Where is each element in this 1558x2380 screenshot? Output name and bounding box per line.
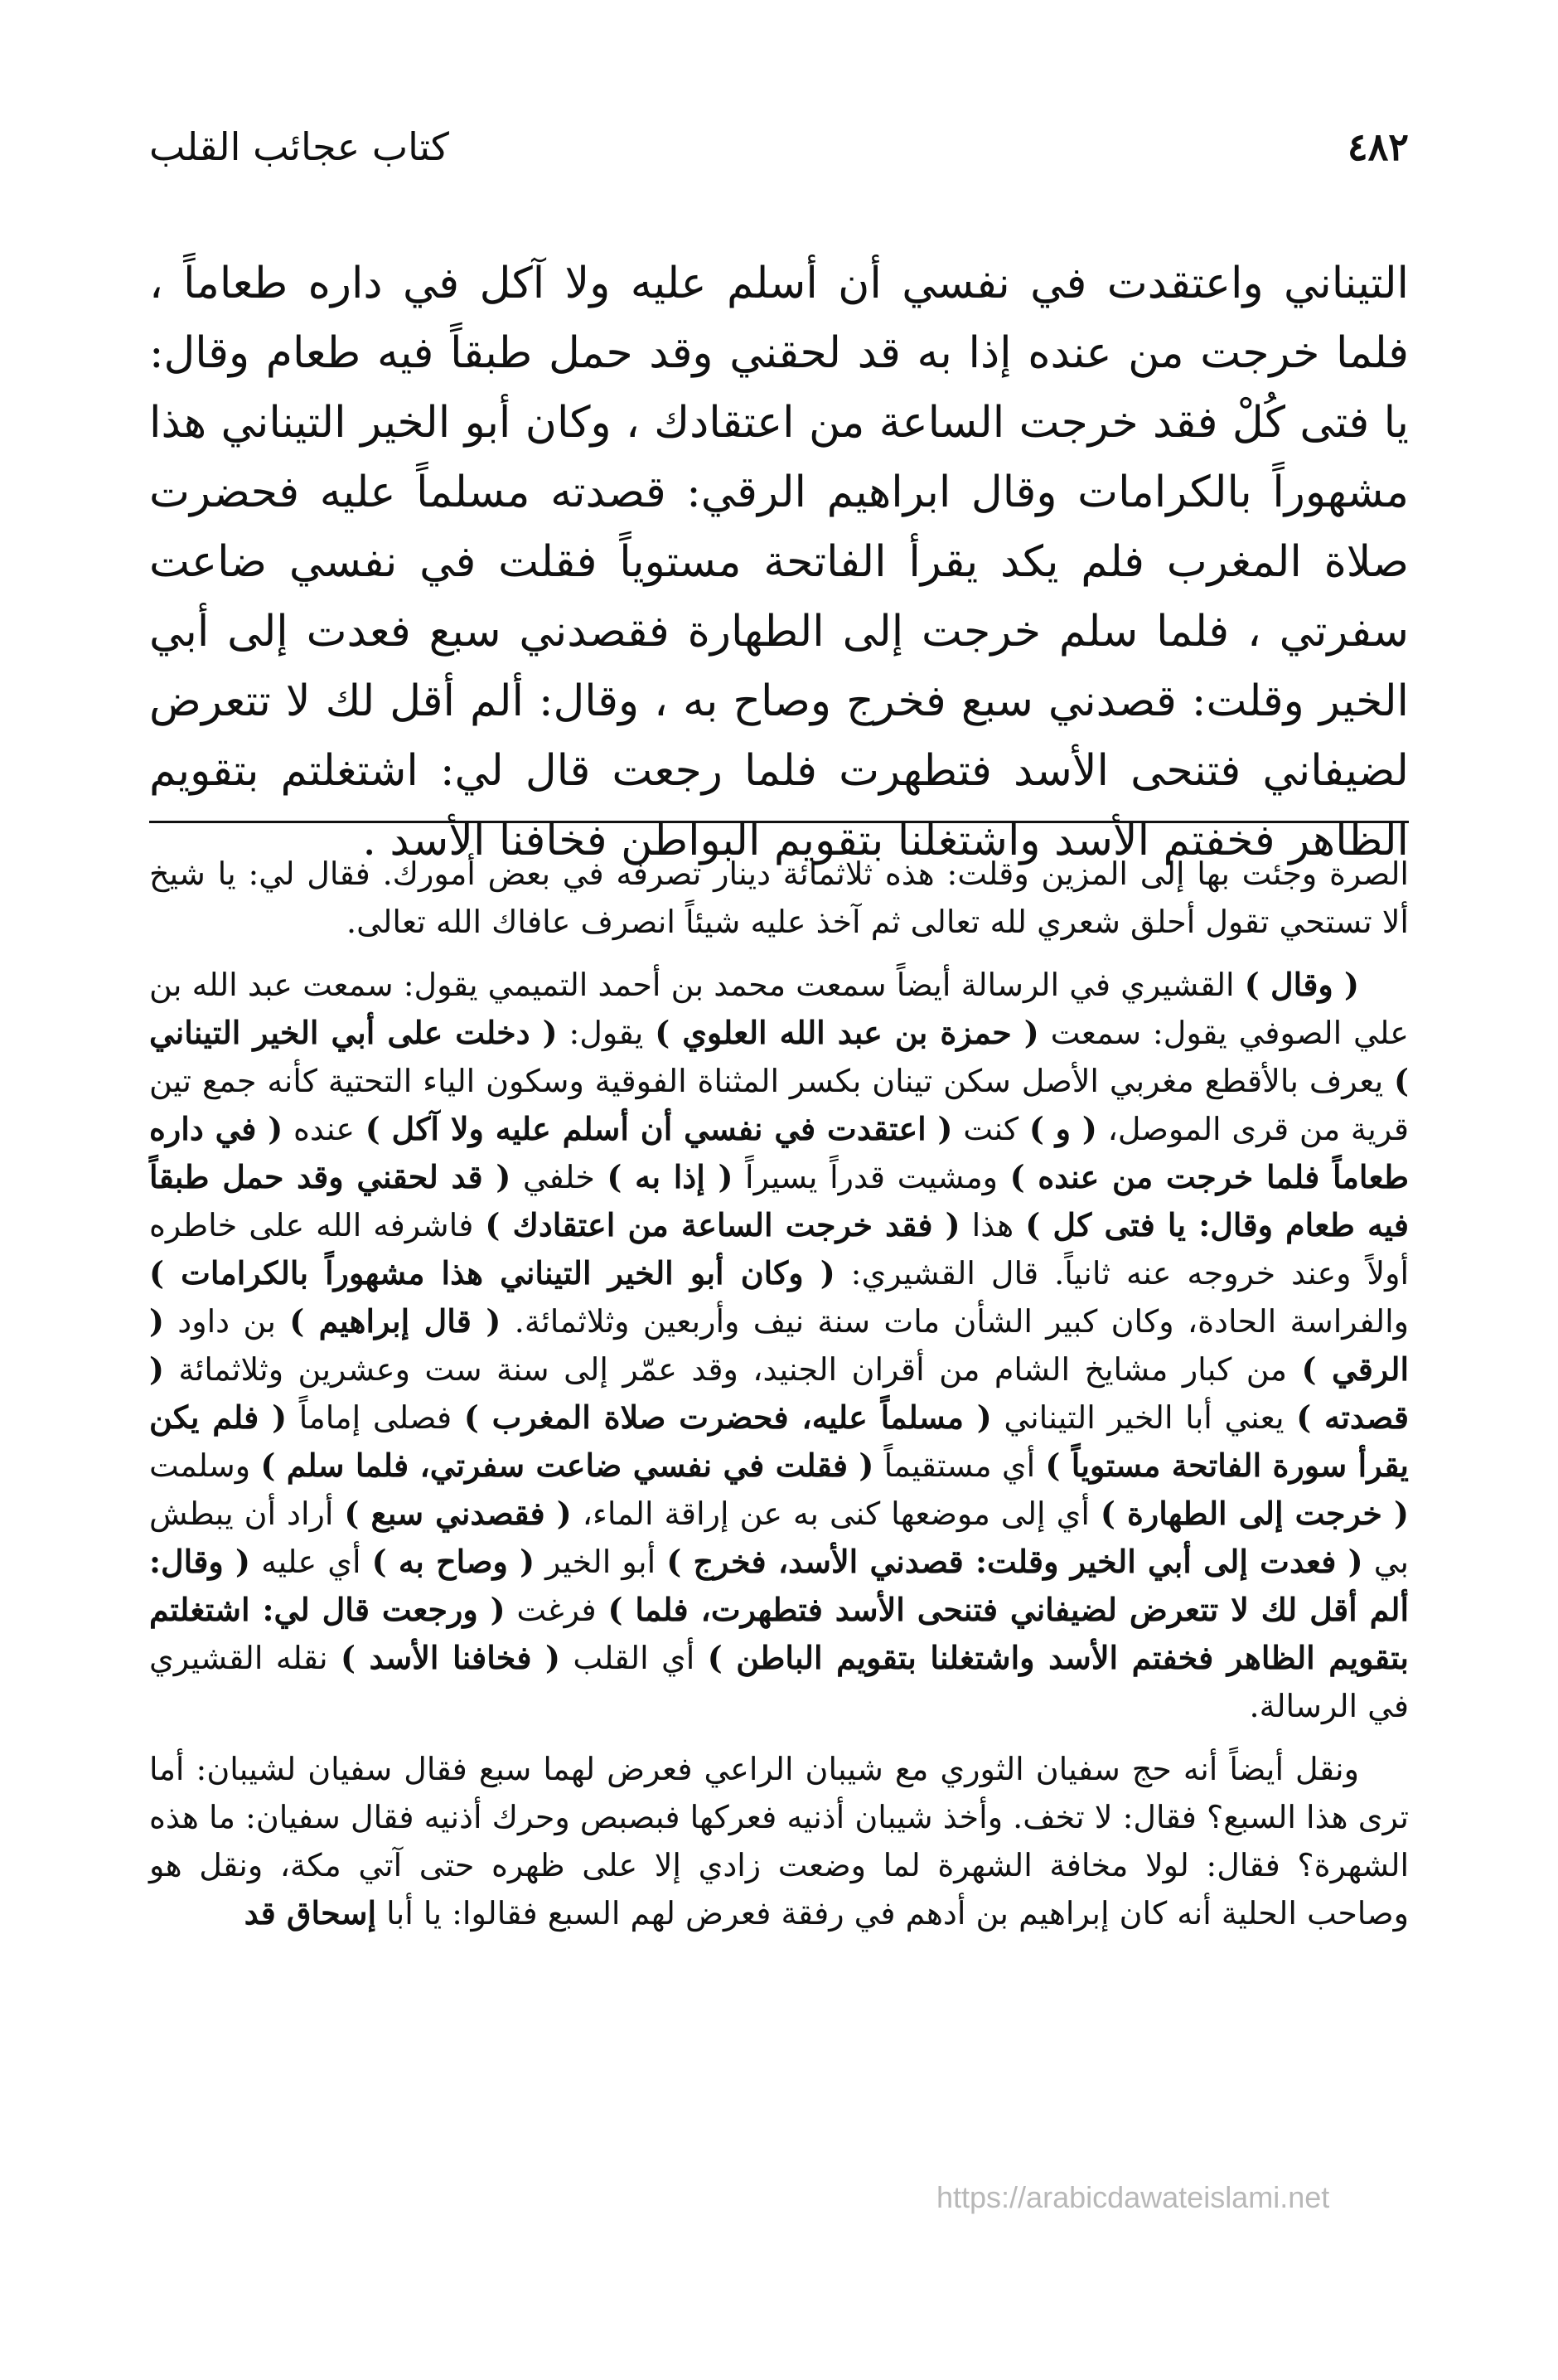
- footnote-divider: [149, 821, 1409, 823]
- commentary-text-segment: ومشيت قدراً يسيراً: [733, 1159, 1010, 1195]
- quoted-text-segment: ( الرقي ): [149, 1302, 1409, 1388]
- commentary-text-segment: نقله القشيري في الرسالة.: [149, 1640, 1409, 1724]
- quoted-text-segment: ( فلم يكن يقرأ سورة الفاتحة مستوياً ): [149, 1398, 1409, 1484]
- main-text: [149, 249, 1409, 875]
- commentary-text-segment: من كبار مشايخ الشام من أقران الجنيد، وقد عمّر إلى سنة ست وعشرين وثلاثمائة: [163, 1351, 1302, 1388]
- main-paragraph: التيناني واعتقدت في نفسي أن أسلم عليه ولا آكل في داره طعاماً ، فلما خرجت من عنده إذا به قد لحقني وقد حمل طبقاً فيه طعام وقال: يا فتى كُلْ فقد خرجت الساعة من اعتقادك ، وكان أبو الخير التيناني هذا مشهوراً بالكرامات وقال ابراهيم الرقي: قصدته مسلماً عليه فحضرت صلاة المغرب فلم يكد يقرأ الفاتحة مستوياً فقلت في نفسي ضاعت سفرتي ، فلما سلم خرجت إلى الطهارة فقصدني سبع فعدت إلى أبي الخير وقلت: قصدني سبع فخرج وصاح به ، وقال: ألم أقل لك لا تتعرض لضيفاني فتنحى الأسد فتطهرت فلما رجعت قال لي: اشتغلتم بتقويم الظاهر فخفتم الأسد واشتغلنا بتقويم البواطن فخافنا الأسد .: [149, 259, 1410, 865]
- quoted-text-segment: ( قصدته ): [149, 1350, 1409, 1436]
- commentary-text-segment: خلفي: [510, 1159, 607, 1195]
- commentary-text-segment: يعني أبا الخير التيناني: [991, 1399, 1297, 1436]
- commentary-text-segment: أراد أن يبطش بي: [149, 1495, 1409, 1580]
- quoted-text-segment: ( فعدت إلى أبي الخير وقلت: قصدني الأسد، فخرج ): [666, 1543, 1363, 1580]
- quoted-text-segment: ( فخافنا الأسد ): [340, 1639, 560, 1676]
- quoted-text-segment: ( إذا به ): [607, 1158, 733, 1195]
- commentary-text-segment: فاشرفه الله على خاطره أولاً وعند خروجه عنه ثانياً. قال القشيري:: [149, 1207, 1410, 1292]
- quoted-text-segment: ( خرجت إلى الطهارة ): [1100, 1495, 1409, 1532]
- quoted-text-segment: ( و ): [1028, 1110, 1097, 1147]
- quoted-text-segment: ( دخلت على أبي الخير التيناني ): [149, 1014, 1409, 1099]
- quoted-text-segment: ( مسلماً عليه، فحضرت صلاة المغرب ): [463, 1398, 992, 1436]
- commentary-text-segment: يقول:: [557, 1015, 656, 1051]
- commentary-paragraph-2: [149, 961, 1409, 1730]
- commentary-paragraph-1: الصرة وجئت بها إلى المزين وقلت: هذه ثلاثمائة دينار تصرفه في بعض أمورك. فقال لي: يا شيخ ألا تستحي تقول أحلق شعري لله تعالى ثم آخذ عليه شيئاً انصرف عافاك الله تعالى.: [149, 856, 1409, 940]
- commentary-text-segment: القشيري في الرسالة أيضاً سمعت محمد بن أحمد التميمي يقول: سمعت عبد الله بن علي الصوفي يقول: سمعت: [149, 967, 1409, 1051]
- commentary: [149, 850, 1409, 1952]
- quoted-text-segment: ( قال إبراهيم ): [289, 1302, 501, 1340]
- quoted-text-segment: ( وصاح به ): [371, 1543, 535, 1580]
- quoted-text-segment: ( فقلت في نفسي ضاعت سفرتي، فلما سلم ): [260, 1447, 874, 1484]
- commentary-text-segment: فرغت: [505, 1592, 608, 1628]
- quoted-text-segment: ( في داره طعاماً فلما خرجت من عنده ): [149, 1110, 1410, 1195]
- quoted-text-segment: ( حمزة بن عبد الله العلوي ): [655, 1014, 1039, 1051]
- page-number: ٤٨٢: [1347, 124, 1409, 169]
- quoted-text-segment: ( اعتقدت في نفسي أن أسلم عليه ولا آكل ): [365, 1110, 953, 1147]
- commentary-text-segment: فصلى إماماً: [287, 1399, 464, 1436]
- running-head: [149, 124, 1409, 182]
- commentary-text-segment: بن داود: [163, 1303, 290, 1340]
- commentary-paragraph-3: [149, 1745, 1409, 1937]
- commentary-text-segment: أي إلى موضعها كنى به عن إراقة الماء،: [571, 1495, 1101, 1532]
- quoted-text-segment: ( وقال: ألم أقل لك لا تتعرض لضيفاني فتنحى الأسد فتطهرت، فلما ): [149, 1543, 1409, 1628]
- book-title: كتاب عجائب القلب: [149, 124, 449, 169]
- commentary-text-segment: وسلمت: [149, 1447, 261, 1484]
- commentary-text-segment: والفراسة الحادة، وكان كبير الشأن مات سنة نيف وأربعين وثلاثمائة.: [501, 1303, 1409, 1340]
- commentary-text-segment: ونقل أيضاً أنه حج سفيان الثوري مع شيبان الراعي فعرض لهما سبع فقال سفيان لشيبان: أما ترى هذا السبع؟ فقال: لا تخف. وأخذ شيبان أذنيه فعركها فبصبص وحرك أذنيه فقال سفيان: ما هذه الشهرة؟ فقال: لولا مخافة الشهرة لما وضعت زادي إلا على ظهره حتى آتي مكة، ونقل هو وصاحب الحلية أنه كان إبراهيم بن أدهم في رفقة فعرض لهم السبع فقالوا: يا أبا: [149, 1751, 1409, 1932]
- quoted-text-segment: إسحاق قد: [244, 1894, 377, 1932]
- quoted-text-segment: ( ورجعت قال لي: اشتغلتم بتقويم الظاهر فخفتم الأسد واشتغلنا بتقويم الباطن ): [149, 1591, 1409, 1676]
- quoted-text-segment: ( فقصدني سبع ): [344, 1495, 572, 1532]
- commentary-text-segment: أي مستقيماً: [873, 1447, 1046, 1484]
- commentary-text-segment: أي عليه: [249, 1544, 372, 1580]
- commentary-text-segment: كنت: [952, 1111, 1029, 1147]
- quoted-text-segment: ( وقال ): [1244, 966, 1360, 1003]
- commentary-text-segment: أبو الخير: [535, 1544, 667, 1580]
- commentary-text-segment: يعرف بالأقطع مغربي الأصل سكن تينان بكسر المثناة الفوقية وسكون الياء التحتية كأنه جمع تين قرية من قرى الموصل،: [149, 1063, 1409, 1147]
- commentary-text-segment: هذا: [960, 1207, 1026, 1243]
- commentary-text-segment: عنده: [283, 1111, 365, 1147]
- quoted-text-segment: ( فقد خرجت الساعة من اعتقادك ): [485, 1206, 960, 1243]
- commentary-text-segment: أي القلب: [560, 1640, 708, 1676]
- quoted-text-segment: ( وكان أبو الخير التيناني هذا مشهوراً بالكرامات ): [149, 1254, 835, 1292]
- watermark-url: https://arabicdawateislami.net: [936, 2180, 1330, 2214]
- quoted-text-segment: ( قد لحقني وقد حمل طبقاً فيه طعام وقال: يا فتى كل ): [149, 1158, 1410, 1243]
